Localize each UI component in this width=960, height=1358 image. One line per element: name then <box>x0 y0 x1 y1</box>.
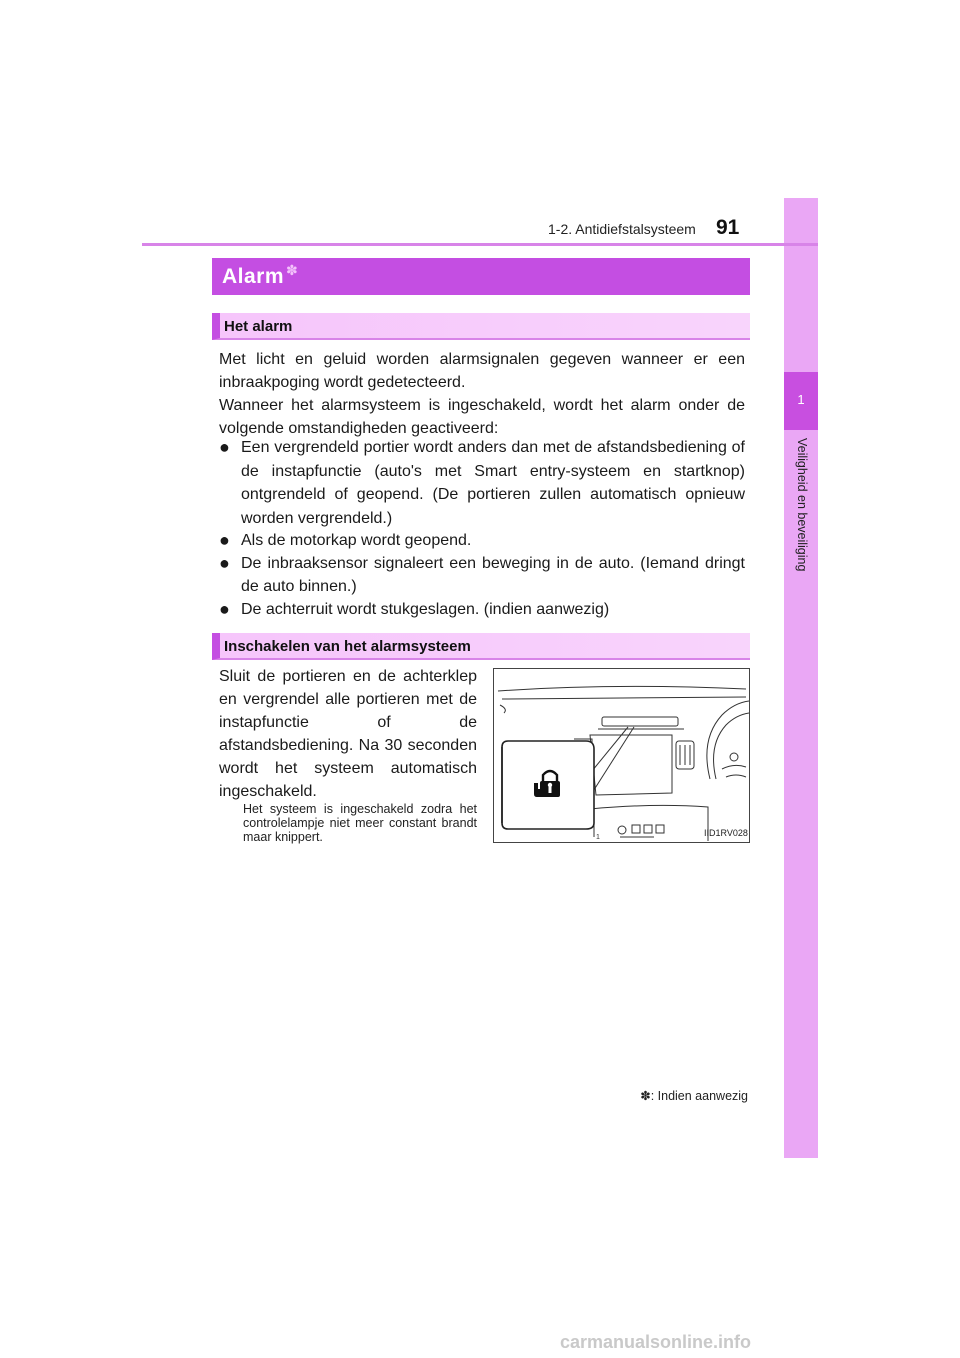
list-item-text: Als de motorkap wordt geopend. <box>241 532 472 549</box>
chapter-number: 1 <box>797 392 805 407</box>
section-heading: Het alarm <box>224 318 293 335</box>
list-item <box>219 436 745 530</box>
note-paragraph: Het systeem is ingeschakeld zodra het controlelampje niet meer constant brandt maar knippert. <box>243 802 477 844</box>
chapter-title: Veiligheid en beveiliging <box>795 438 809 572</box>
side-tab <box>784 198 818 1158</box>
section-heading: Inschakelen van het alarmsysteem <box>224 638 471 655</box>
section-heading-bar <box>212 313 750 340</box>
bullet-icon: ● <box>219 437 230 457</box>
optional-marker: ✽ <box>286 262 299 278</box>
bullet-icon: ● <box>219 599 230 619</box>
page-number: 91 <box>716 216 740 239</box>
dashboard-illustration <box>493 668 750 843</box>
footnote: ✽: Indien aanwezig <box>640 1089 748 1103</box>
figure-code: IID1RV028 <box>704 828 748 838</box>
watermark: carmanualsonline.info <box>560 1332 752 1352</box>
list-item <box>219 552 745 598</box>
svg-text:1: 1 <box>596 834 600 841</box>
dashboard-drawing <box>494 669 749 842</box>
bullet-icon: ● <box>219 553 230 573</box>
section-header: 1-2. Antidiefstalsysteem <box>548 221 696 237</box>
list-item-text: De achterruit wordt stukgeslagen. (indien aanwezig) <box>241 601 610 618</box>
page-title-text: Alarm <box>222 265 285 288</box>
paragraph: Wanneer het alarmsysteem is ingeschakeld, wordt het alarm onder de volgende omstandigheden geactiveerd: <box>219 397 745 437</box>
list-item <box>219 598 745 621</box>
list-item-text: Een vergrendeld portier wordt anders dan met de afstandsbediening of de instapfunctie (auto's met Smart entry-systeem en startknop) ontgrendeld of geopend. (De portieren zullen automatisch opnieuw worden vergrendeld.) <box>241 439 745 527</box>
page-title <box>222 262 298 289</box>
paragraph: Met licht en geluid worden alarmsignalen gegeven wanneer er een inbraakpoging wordt gedetecteerd. <box>219 351 745 391</box>
header-rule <box>142 243 818 246</box>
bullet-icon: ● <box>219 530 230 550</box>
list-item-text: De inbraaksensor signaleert een beweging in de auto. (Iemand dringt de auto binnen.) <box>241 555 745 595</box>
paragraph: Sluit de portieren en de achterklep en vergrendel alle portieren met de instapfunctie of de afstandsbediening. Na 30 seconden wordt het systeem automatisch ingeschakeld. <box>219 668 477 800</box>
list-item <box>219 529 745 552</box>
